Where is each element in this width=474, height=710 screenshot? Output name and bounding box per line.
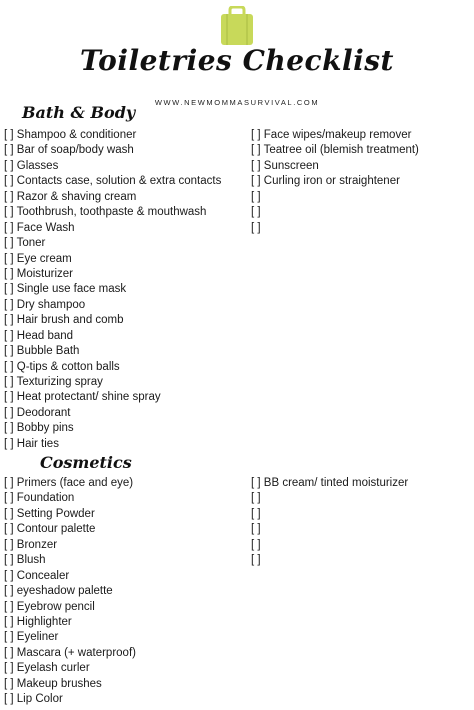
checklist-item[interactable]: [ ] Moisturizer [4, 267, 74, 280]
checklist-item[interactable]: [ ] Contacts case, solution & extra contacts [4, 175, 222, 188]
checklist-item[interactable]: [ ] Concealer [4, 569, 70, 582]
checklist-item[interactable]: [ ] [251, 206, 261, 219]
checklist-item[interactable]: [ ] [251, 554, 261, 567]
checklist-item[interactable]: [ ] Mascara (+ waterproof) [4, 646, 136, 659]
website-url: WWW.NEWMOMMASURVIVAL.COM [154, 98, 320, 107]
checklist-item[interactable]: [ ] [251, 507, 261, 520]
checklist-item[interactable]: [ ] Toner [4, 237, 46, 250]
checklist-item[interactable]: [ ] Shampoo & conditioner [4, 129, 137, 141]
page-title: Toiletries Checklist [80, 44, 394, 77]
checklist-item[interactable]: [ ] Lip Color [4, 693, 63, 706]
bath-body-list-right [251, 128, 419, 236]
checklist-item[interactable]: [ ] [251, 538, 261, 551]
checklist-item[interactable]: [ ] Single use face mask [4, 283, 127, 296]
bath-body-list-left [4, 128, 221, 452]
suitcase-icon [216, 6, 258, 46]
checklist-item[interactable]: [ ] Hair ties [4, 437, 59, 450]
cosmetics-list-right [251, 476, 408, 569]
checklist-item[interactable]: [ ] Hair brush and comb [4, 314, 124, 327]
checklist-item[interactable]: [ ] [251, 190, 261, 203]
checklist-item[interactable]: [ ] Q-tips & cotton balls [4, 360, 120, 373]
checklist-item[interactable]: [ ] Highlighter [4, 615, 72, 628]
checklist-item[interactable]: [ ] Bubble Bath [4, 345, 80, 358]
checklist-item[interactable]: [ ] [251, 492, 261, 505]
checklist-item[interactable]: [ ] [251, 523, 261, 536]
checklist-item[interactable]: [ ] Toothbrush, toothpaste & mouthwash [4, 206, 207, 219]
checklist-item[interactable]: [ ] eyeshadow palette [4, 585, 113, 598]
checklist-item[interactable]: [ ] Teatree oil (blemish treatment) [251, 144, 419, 157]
checklist-item[interactable]: [ ] Bobby pins [4, 422, 74, 435]
bath-body-heading: Bath & Body [22, 103, 136, 122]
checklist-item[interactable]: [ ] BB cream/ tinted moisturizer [251, 477, 409, 489]
checklist-item[interactable]: [ ] Foundation [4, 492, 75, 505]
checklist-item[interactable]: [ ] Blush [4, 554, 46, 567]
cosmetics-heading: Cosmetics [40, 453, 132, 472]
checklist-item[interactable]: [ ] [251, 221, 261, 234]
checklist-item[interactable]: [ ] Bronzer [4, 538, 58, 551]
checklist-item[interactable]: [ ] Glasses [4, 159, 59, 172]
checklist-item[interactable]: [ ] Face wipes/makeup remover [251, 129, 412, 141]
checklist-item[interactable]: [ ] Dry shampoo [4, 298, 86, 311]
checklist-item[interactable]: [ ] Makeup brushes [4, 677, 102, 690]
checklist-item[interactable]: [ ] Primers (face and eye) [4, 477, 134, 489]
checklist-item[interactable]: [ ] Bar of soap/body wash [4, 144, 134, 157]
checklist-item[interactable]: [ ] Eye cream [4, 252, 72, 265]
cosmetics-list-left [4, 476, 136, 708]
checklist-item[interactable]: [ ] Razor & shaving cream [4, 190, 137, 203]
checklist-item[interactable]: [ ] Deodorant [4, 406, 71, 419]
checklist-item[interactable]: [ ] Texturizing spray [4, 376, 103, 388]
checklist-item[interactable]: [ ] Setting Powder [4, 507, 95, 520]
checklist-item[interactable]: [ ] Eyebrow pencil [4, 600, 95, 613]
checklist-item[interactable]: [ ] Heat protectant/ shine spray [4, 391, 161, 404]
checklist-item[interactable]: [ ] Face Wash [4, 221, 75, 234]
checklist-item[interactable]: [ ] Eyeliner [4, 631, 59, 644]
checklist-item[interactable]: [ ] Eyelash curler [4, 662, 90, 675]
checklist-item[interactable]: [ ] Curling iron or straightener [251, 175, 400, 188]
checklist-item[interactable]: [ ] Head band [4, 329, 74, 342]
checklist-item[interactable]: [ ] Sunscreen [251, 159, 319, 172]
checklist-item[interactable]: [ ] Contour palette [4, 523, 96, 536]
